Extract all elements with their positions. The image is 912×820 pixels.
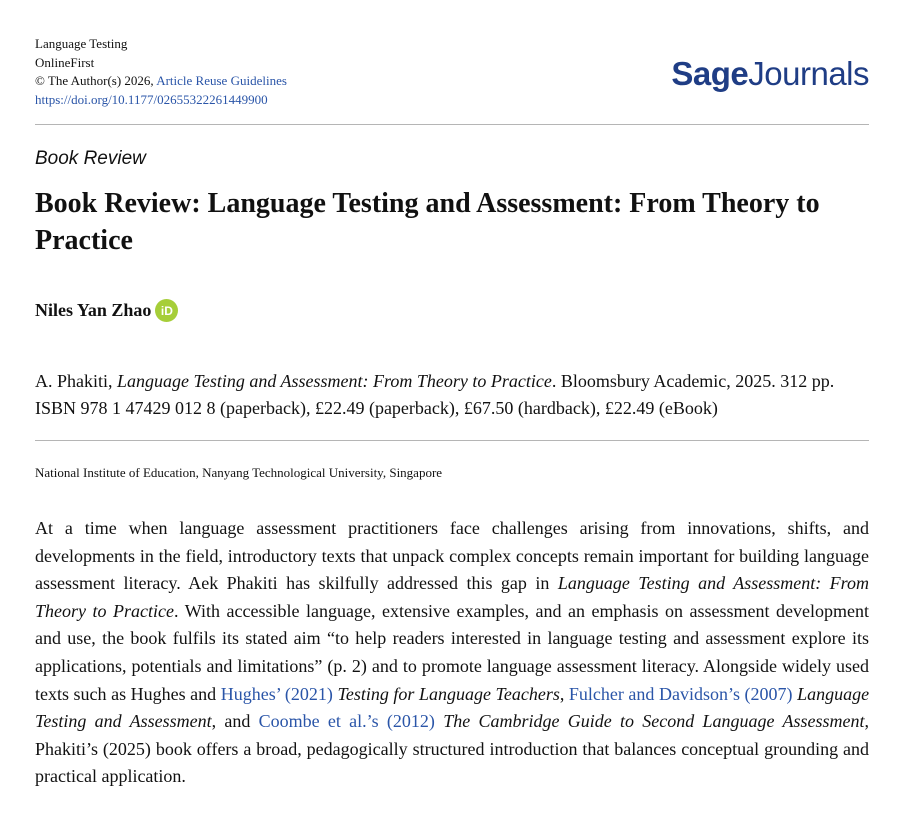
logo-sage: Sage	[671, 55, 749, 92]
orcid-icon[interactable]: iD	[155, 299, 178, 322]
body-text-2: . With accessible language, extensive examples, and an emphasis on assessment development and use, the book fulfils its stated aim “to help readers interested in language testing and assessment explore its applications, potentials and limitations” (p. 2) and to promote language assessment literacy. Alongside widely used texts such as Hughes and	[35, 600, 870, 704]
reference-link-coombe[interactable]: Coombe et al.’s (2012)	[258, 711, 435, 732]
reference-link-hughes[interactable]: Hughes’ (2021)	[220, 683, 333, 704]
separator-1: ,	[559, 683, 569, 704]
citation-details: . Bloomsbury Academic, 2025. 312 pp. ISBN 978 1 47429 012 8 (paperback), £22.49 (paperback), £67.50 (hardback), £22.49 (eBook)	[35, 371, 835, 418]
logo-journals: Journals	[748, 55, 869, 92]
author-line	[35, 299, 178, 322]
article-type-label: Book Review	[35, 148, 146, 169]
journal-meta	[35, 35, 287, 109]
copyright-text: © The Author(s) 2026,	[35, 73, 157, 88]
book-citation	[35, 368, 869, 422]
separator-2: , and	[211, 711, 259, 732]
book-title-1: Language Testing and Assessment: From Theory to Practice	[35, 573, 870, 621]
body-text-1: At a time when language assessment practitioners face challenges arising from innovations, shifts, and developments in the field, introductory texts that unpack complex concepts remain important for building language assessment literacy. Aek Phakiti has skilfully addressed this gap in	[35, 518, 869, 594]
author-name[interactable]: Niles Yan Zhao	[35, 300, 152, 320]
sage-journals-logo[interactable]	[671, 55, 869, 93]
journal-name: Language Testing	[35, 36, 128, 51]
citation-book-title: Language Testing and Assessment: From Theory to Practice	[117, 371, 552, 391]
body-text-3: , Phakiti’s (2025) book offers a broad, pedagogically structured introduction that balances conceptual grounding and practical application.	[35, 711, 869, 787]
book-title-2: Testing for Language Teachers	[337, 683, 560, 704]
citation-author: A. Phakiti,	[35, 371, 118, 391]
body-paragraph	[35, 515, 869, 791]
reuse-guidelines-link[interactable]: Article Reuse Guidelines	[156, 73, 287, 88]
publication-status: OnlineFirst	[35, 54, 95, 70]
book-title-3: Language Testing and Assessment	[35, 683, 870, 732]
reference-link-fulcher[interactable]: Fulcher and Davidson’s (2007)	[568, 683, 793, 704]
doi-link[interactable]: https://doi.org/10.1177/02655322261449900	[35, 91, 268, 107]
article-title: Book Review: Language Testing and Assessment: From Theory to Practice	[35, 188, 820, 256]
citation-divider	[35, 440, 869, 441]
author-affiliation: National Institute of Education, Nanyang Technological University, Singapore	[35, 465, 443, 480]
copyright-line	[35, 72, 287, 91]
header-divider	[35, 124, 869, 125]
book-title-4: The Cambridge Guide to Second Language Assessment	[443, 711, 865, 732]
